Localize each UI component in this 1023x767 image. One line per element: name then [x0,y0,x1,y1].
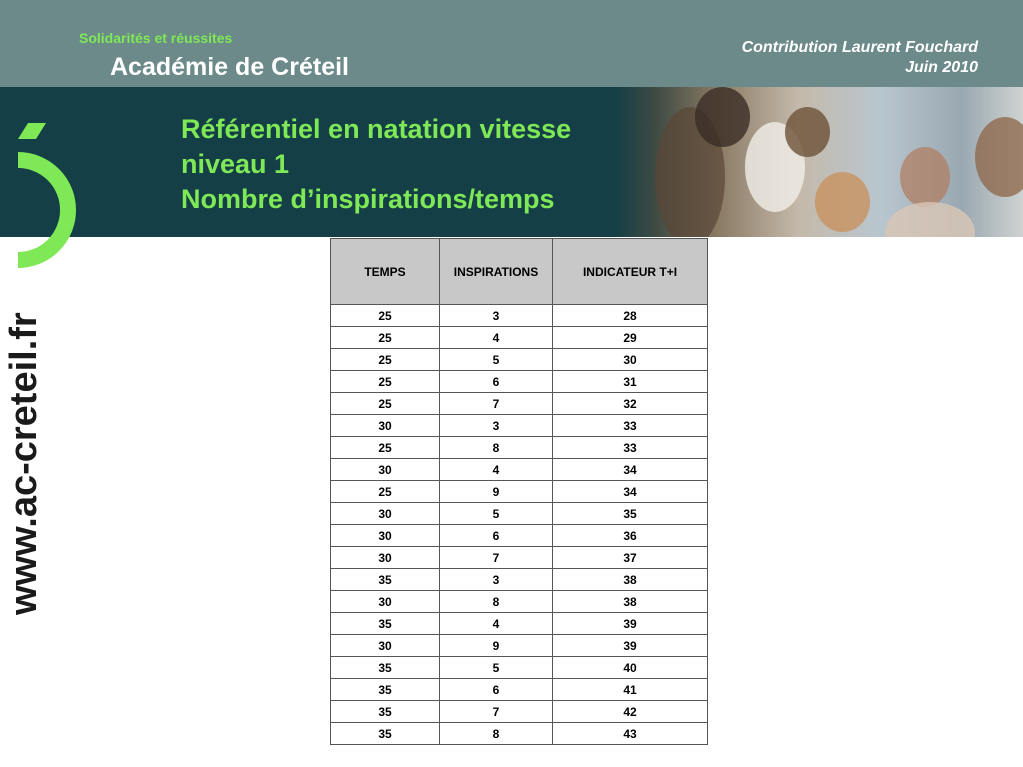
cell-inspirations: 4 [440,459,553,481]
cell-indicateur: 42 [553,701,708,723]
table-row [331,547,708,569]
cell-indicateur: 38 [553,569,708,591]
cell-inspirations: 5 [440,503,553,525]
slogan: Solidarités et réussites [79,30,233,46]
cell-indicateur: 41 [553,679,708,701]
contribution-info [742,38,978,78]
cell-indicateur: 29 [553,327,708,349]
cell-inspirations: 7 [440,393,553,415]
table-body [331,305,708,745]
cell-temps: 35 [331,613,440,635]
cell-indicateur: 35 [553,503,708,525]
slide-title [181,112,571,217]
cell-temps: 30 [331,635,440,657]
cell-temps: 35 [331,701,440,723]
title-line-3: Nombre d’inspirations/temps [181,184,555,214]
logo-url-text: www.ac-creteil.fr [3,312,45,615]
table-row [331,503,708,525]
cell-indicateur: 34 [553,481,708,503]
cell-inspirations: 6 [440,371,553,393]
cell-temps: 25 [331,437,440,459]
cell-indicateur: 40 [553,657,708,679]
table-row [331,657,708,679]
header-temps: TEMPS [331,239,440,305]
cell-inspirations: 6 [440,679,553,701]
title-line-1: Référentiel en natation vitesse [181,114,572,144]
cell-temps: 30 [331,459,440,481]
cell-inspirations: 3 [440,415,553,437]
students-photo [615,87,1023,237]
table-row [331,349,708,371]
cell-indicateur: 39 [553,613,708,635]
header-inspirations: INSPIRATIONS [440,239,553,305]
contribution-author: Contribution Laurent Fouchard [741,39,978,56]
cell-inspirations: 7 [440,547,553,569]
cell-inspirations: 8 [440,591,553,613]
table-row [331,437,708,459]
top-header-bar [0,0,1023,87]
table-row [331,569,708,591]
table-row [331,635,708,657]
cell-inspirations: 9 [440,481,553,503]
contribution-date: Juin 2010 [905,59,978,76]
cell-temps: 25 [331,349,440,371]
header-indicateur: INDICATEUR T+I [553,239,708,305]
cell-indicateur: 37 [553,547,708,569]
cell-temps: 30 [331,503,440,525]
cell-indicateur: 28 [553,305,708,327]
cell-inspirations: 9 [440,635,553,657]
cell-indicateur: 30 [553,349,708,371]
title-banner [0,87,1023,237]
cell-indicateur: 34 [553,459,708,481]
table-row [331,415,708,437]
cell-temps: 35 [331,569,440,591]
cell-temps: 30 [331,591,440,613]
cell-temps: 35 [331,679,440,701]
cell-inspirations: 8 [440,437,553,459]
cell-temps: 25 [331,371,440,393]
ac-creteil-logo [0,115,100,615]
table-row [331,371,708,393]
table-row [331,481,708,503]
cell-inspirations: 7 [440,701,553,723]
cell-temps: 30 [331,525,440,547]
cell-indicateur: 39 [553,635,708,657]
cell-inspirations: 5 [440,349,553,371]
cell-temps: 35 [331,657,440,679]
cell-temps: 35 [331,723,440,745]
inspirations-table [330,238,708,745]
cell-temps: 30 [331,547,440,569]
logo-accent-mark [18,123,46,139]
table-row [331,525,708,547]
cell-inspirations: 3 [440,305,553,327]
table-row [331,723,708,745]
cell-indicateur: 33 [553,437,708,459]
cell-inspirations: 4 [440,613,553,635]
cell-inspirations: 6 [440,525,553,547]
cell-inspirations: 5 [440,657,553,679]
cell-inspirations: 3 [440,569,553,591]
table-row [331,613,708,635]
cell-indicateur: 32 [553,393,708,415]
cell-temps: 30 [331,415,440,437]
table-row [331,327,708,349]
table-row [331,679,708,701]
title-line-2: niveau 1 [181,149,290,179]
cell-indicateur: 36 [553,525,708,547]
table-row [331,459,708,481]
academy-name: Académie de Créteil [110,53,349,81]
cell-temps: 25 [331,481,440,503]
cell-inspirations: 4 [440,327,553,349]
table-row [331,701,708,723]
cell-indicateur: 43 [553,723,708,745]
cell-inspirations: 8 [440,723,553,745]
table-header-row [331,239,708,305]
table-row [331,591,708,613]
table-row [331,305,708,327]
cell-indicateur: 31 [553,371,708,393]
table-row [331,393,708,415]
cell-indicateur: 33 [553,415,708,437]
cell-temps: 25 [331,305,440,327]
logo-green-arc [18,160,68,260]
cell-temps: 25 [331,327,440,349]
cell-indicateur: 38 [553,591,708,613]
cell-temps: 25 [331,393,440,415]
